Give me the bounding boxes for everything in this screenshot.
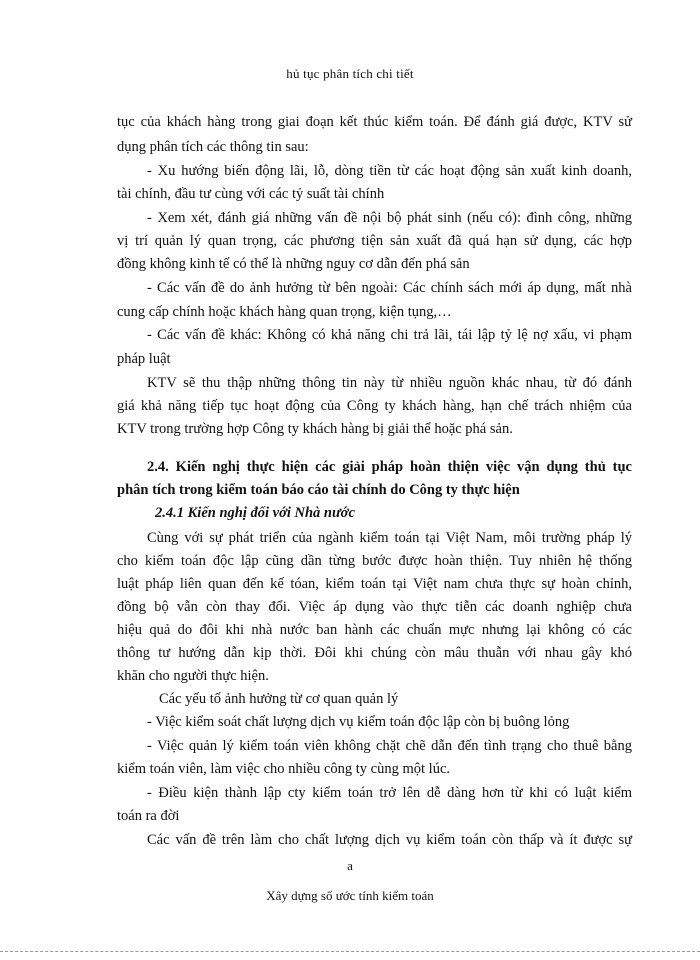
text-line: đồng không kinh tế có thể là những nguy cơ dẫn đến phá sản xyxy=(117,256,470,272)
text-line: - Các vấn đề khác: Không có khả năng chi trả lãi, tái lập tỷ lệ nợ xấu, vi phạm xyxy=(147,327,632,343)
text-line: thông tư hướng dẫn kịp thời. Đôi khi chúng còn mâu thuẫn với nhau gây khó xyxy=(117,645,632,661)
text-line: - Việc kiểm soát chất lượng dịch vụ kiểm toán độc lập còn bị buông lỏng xyxy=(147,714,570,730)
text-line: KTV sẽ thu thập những thông tin này từ nhiều nguồn khác nhau, từ đó đánh xyxy=(147,375,632,391)
running-header: hủ tục phân tích chi tiết xyxy=(286,66,414,81)
running-footer: Xây dựng số ước tính kiểm toán xyxy=(266,888,434,903)
text-line: giá khả năng tiếp tục hoạt động của Công ty khách hàng, hạn chế trách nhiệm của xyxy=(117,398,632,414)
text-line: Các vấn đề trên làm cho chất lượng dịch vụ kiểm toán còn thấp và ít được sự xyxy=(147,832,632,848)
text-line: hiệu quả do đôi khi nhà nước ban hành các chuẩn mực nhưng lại không có các xyxy=(117,622,632,638)
text-line: tục của khách hàng trong giai đoạn kết thúc kiểm toán. Để đánh giá được, KTV sử xyxy=(117,114,632,130)
text-line: Cùng với sự phát triển của ngành kiểm toán tại Việt Nam, môi trường pháp lý xyxy=(147,530,632,546)
text-line: cho kiểm toán độc lập cũng dần từng bước được hoàn thiện. Tuy nhiên hệ thống xyxy=(117,553,632,569)
text-line: pháp luật xyxy=(117,351,171,367)
text-line: - Xu hướng biến động lãi, lỗ, dòng tiền từ các hoạt động sản xuất kinh doanh, xyxy=(147,163,632,179)
section-heading: 2.4. Kiến nghị thực hiện các giải pháp hoàn thiện việc vận dụng thủ tục xyxy=(147,459,632,475)
section-heading: phân tích trong kiểm toán báo cáo tài chính do Công ty thực hiện xyxy=(117,482,520,498)
text-line: - Việc quản lý kiểm toán viên không chặt chẽ dẫn đến tình trạng cho thuê bằng xyxy=(147,738,632,754)
subsection-heading: 2.4.1 Kiến nghị đối với Nhà nước xyxy=(155,505,355,521)
text-line: khăn cho người thực hiện. xyxy=(117,668,269,684)
text-line: vị trí quản lý quan trọng, các phương tiện sản xuất đã quá hạn sử dụng, các hợp xyxy=(117,233,632,249)
text-line: - Điều kiện thành lập cty kiểm toán trở lên dễ dàng hơn từ khi có luật kiểm xyxy=(147,785,632,801)
text-line: KTV trong trường hợp Công ty khách hàng bị giải thể hoặc phá sản. xyxy=(117,421,513,437)
text-line: Các yếu tố ảnh hưởng từ cơ quan quản lý xyxy=(159,691,399,707)
text-line: kiểm toán viên, làm việc cho nhiều công ty cùng một lúc. xyxy=(117,761,451,777)
text-line: - Xem xét, đánh giá những vấn đề nội bộ phát sinh (nếu có): đình công, những xyxy=(147,210,632,226)
text-line: đồng bộ vẫn còn thay đổi. Việc áp dụng vào thực tiễn các doanh nghiệp chưa xyxy=(117,599,632,615)
page-divider xyxy=(0,951,700,952)
text-line: tài chính, đầu tư cùng với các tỷ suất tài chính xyxy=(117,186,385,202)
text-line: luật pháp liên quan đến kế tóan, kiểm toán tại Việt nam chưa thực sự hoàn chỉnh, xyxy=(117,576,632,592)
text-line: dụng phân tích các thông tin sau: xyxy=(117,139,309,155)
text-line: toán ra đời xyxy=(117,808,180,824)
page-number: a xyxy=(347,858,353,873)
text-line: - Các vấn đề do ảnh hưởng từ bên ngoài: Các chính sách mới áp dụng, mất nhà xyxy=(147,280,632,296)
text-line: cung cấp chính hoặc khách hàng quan trọng, kiện tụng,… xyxy=(117,304,452,320)
